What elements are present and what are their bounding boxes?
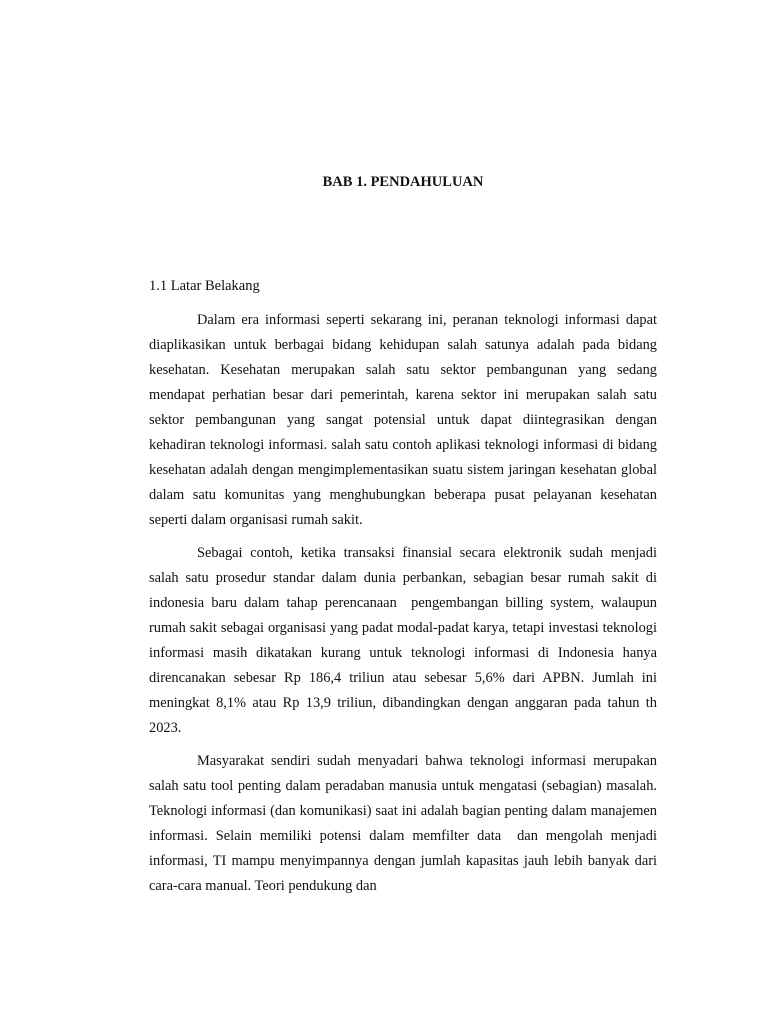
body-text: [149, 308, 661, 907]
paragraph: Sebagai contoh, ketika transaksi finansial secara elektronik sudah menjadi salah satu prosedur standar dalam dunia perbankan, sebagian besar rumah sakit di indonesia baru dalam tahap perencanaan pengembangan billing system, walaupun rumah sakit sebagai organisasi yang padat modal-padat karya, tetapi investasi teknologi informasi masih dikatakan kurang untuk teknologi informasi di Indonesia hanya direncanakan sebesar Rp 186,4 triliun atau sebesar 5,6% dari APBN. Jumlah ini meningkat 8,1% atau Rp 13,9 triliun, dibandingkan dengan anggaran pada tahun th 2023.: [149, 545, 661, 736]
paragraph: Dalam era informasi seperti sekarang ini, peranan teknologi informasi dapat diaplikasikan untuk berbagai bidang kehidupan salah satunya adalah pada bidang kesehatan. Kesehatan merupakan salah satu sektor pembangunan yang sedang mendapat perhatian besar dari pemerintah, karena sektor ini merupakan salah satu sektor pembangunan yang sangat potensial untuk dapat diintegrasikan dengan kehadiran teknologi informasi. salah satu contoh aplikasi teknologi informasi di bidang kesehatan adalah dengan mengimplementasikan suatu sistem jaringan kesehatan global dalam satu komunitas yang menghubungkan beberapa pusat pelayanan kesehatan seperti dalam organisasi rumah sakit.: [149, 312, 661, 528]
section-heading: 1.1 Latar Belakang: [149, 278, 260, 294]
paragraph: Masyarakat sendiri sudah menyadari bahwa teknologi informasi merupakan salah satu tool penting dalam peradaban manusia untuk mengatasi (sebagian) masalah. Teknologi informasi (dan komunikasi) saat ini adalah bagian penting dalam manajemen informasi. Selain memiliki potensi dalam memfilter data dan mengolah menjadi informasi, TI mampu menyimpannya dengan jumlah kapasitas jauh lebih banyak dari cara-cara manual. Teori pendukung dan: [149, 753, 661, 894]
chapter-title: BAB 1. PENDAHULUAN: [322, 174, 484, 190]
